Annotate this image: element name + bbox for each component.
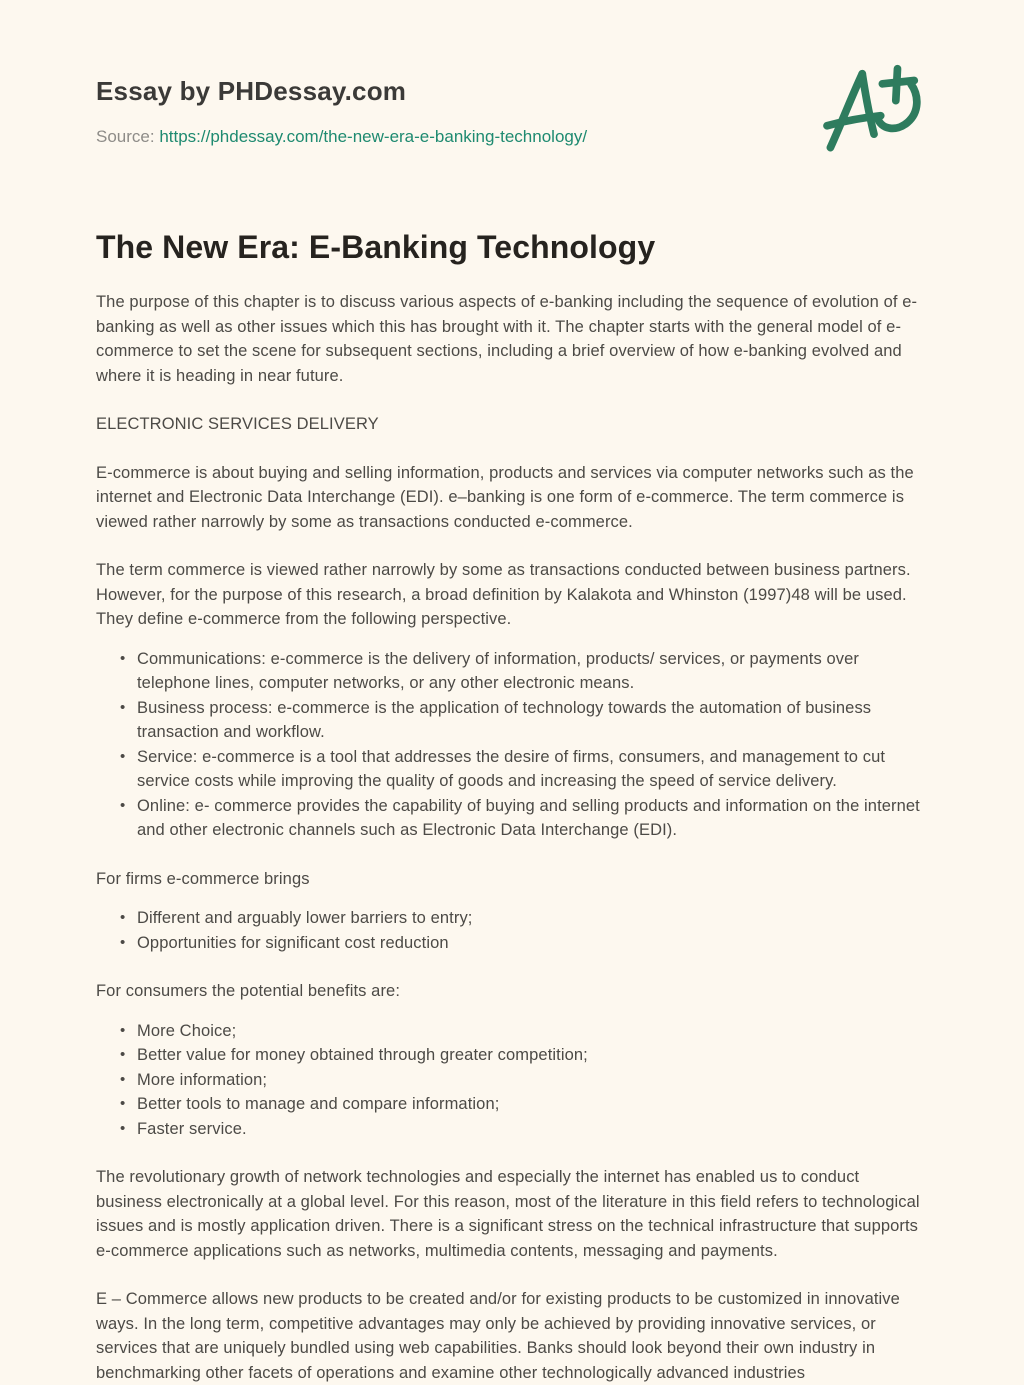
paragraph-for-consumers: For consumers the potential benefits are: xyxy=(96,982,401,1000)
paragraph-for-firms: For firms e-commerce brings xyxy=(96,869,310,888)
header-text xyxy=(96,72,587,147)
document-header xyxy=(96,72,928,165)
source-label: Source: xyxy=(96,127,155,146)
paragraph-commerce-term: The term commerce is viewed rather narrowly by some as transactions conducted between business partners. However, for the purpose of this research, a broad definition by Kalakota and Whinston (1997)48 will be used. They define e-commerce from the following perspective. xyxy=(96,561,911,628)
source-line xyxy=(96,127,587,147)
paragraph-network-growth: The revolutionary growth of network technologies and especially the internet has enabled us to conduct business electronically at a global level. For this reason, most of the literature in this field refers to technological issues and is mostly application driven. There is a significant stress on the technical infrastructure that supports e-commerce applications such as networks, multimedia contents, messaging and payments. xyxy=(96,1168,920,1260)
list-item: • Opportunities for significant cost reduction xyxy=(120,931,928,956)
site-title: Essay by PHDessay.com xyxy=(96,76,407,106)
list-item: • Service: e-commerce is a tool that addresses the desire of firms, consumers, and management to cut service costs while improving the quality of goods and increasing the speed of service delivery. xyxy=(120,745,928,794)
list-ecommerce-perspectives xyxy=(96,647,928,843)
section-heading-electronic-services: ELECTRONIC SERVICES DELIVERY xyxy=(96,415,379,433)
list-item: • More information; xyxy=(120,1068,928,1093)
aplus-logo-icon xyxy=(822,58,926,165)
article-body xyxy=(96,290,928,1385)
list-firm-benefits xyxy=(96,906,928,955)
list-item: • Different and arguably lower barriers to entry; xyxy=(120,906,928,931)
paragraph-ecommerce-innovation: E – Commerce allows new products to be created and/or for existing products to be customized in innovative ways. In the long term, competitive advantages may only be achieved by providing innovative services, or services that are uniquely bundled using web capabilities. Banks should look beyond their own industry in benchmarking other facets of operations and examine other technologically advanced industries xyxy=(96,1290,900,1382)
list-item: • More Choice; xyxy=(120,1019,928,1044)
source-link[interactable]: https://phdessay.com/the-new-era-e-banking-technology/ xyxy=(159,127,588,146)
list-item: • Faster service. xyxy=(120,1117,928,1142)
list-item: • Better value for money obtained through greater competition; xyxy=(120,1043,928,1068)
list-item: • Communications: e-commerce is the delivery of information, products/ services, or payments over telephone lines, computer networks, or any other electronic means. xyxy=(120,647,928,696)
list-item: • Business process: e-commerce is the application of technology towards the automation of business transaction and workflow. xyxy=(120,696,928,745)
list-item: • Better tools to manage and compare information; xyxy=(120,1092,928,1117)
article-title: The New Era: E-Banking Technology xyxy=(96,229,656,265)
list-consumer-benefits xyxy=(96,1019,928,1142)
list-item: • Online: e- commerce provides the capability of buying and selling products and information on the internet and other electronic channels such as Electronic Data Interchange (EDI). xyxy=(120,794,928,843)
paragraph-intro: The purpose of this chapter is to discuss various aspects of e-banking including the sequence of evolution of e-banking as well as other issues which this has brought with it. The chapter starts with the general model of e-commerce to set the scene for subsequent sections, including a brief overview of how e-banking evolved and where it is heading in near future. xyxy=(96,293,918,385)
paragraph-ecommerce-definition: E-commerce is about buying and selling information, products and services via computer networks such as the internet and Electronic Data Interchange (EDI). e–banking is one form of e-commerce. The term commerce is viewed rather narrowly by some as transactions conducted e-commerce. xyxy=(96,463,914,531)
